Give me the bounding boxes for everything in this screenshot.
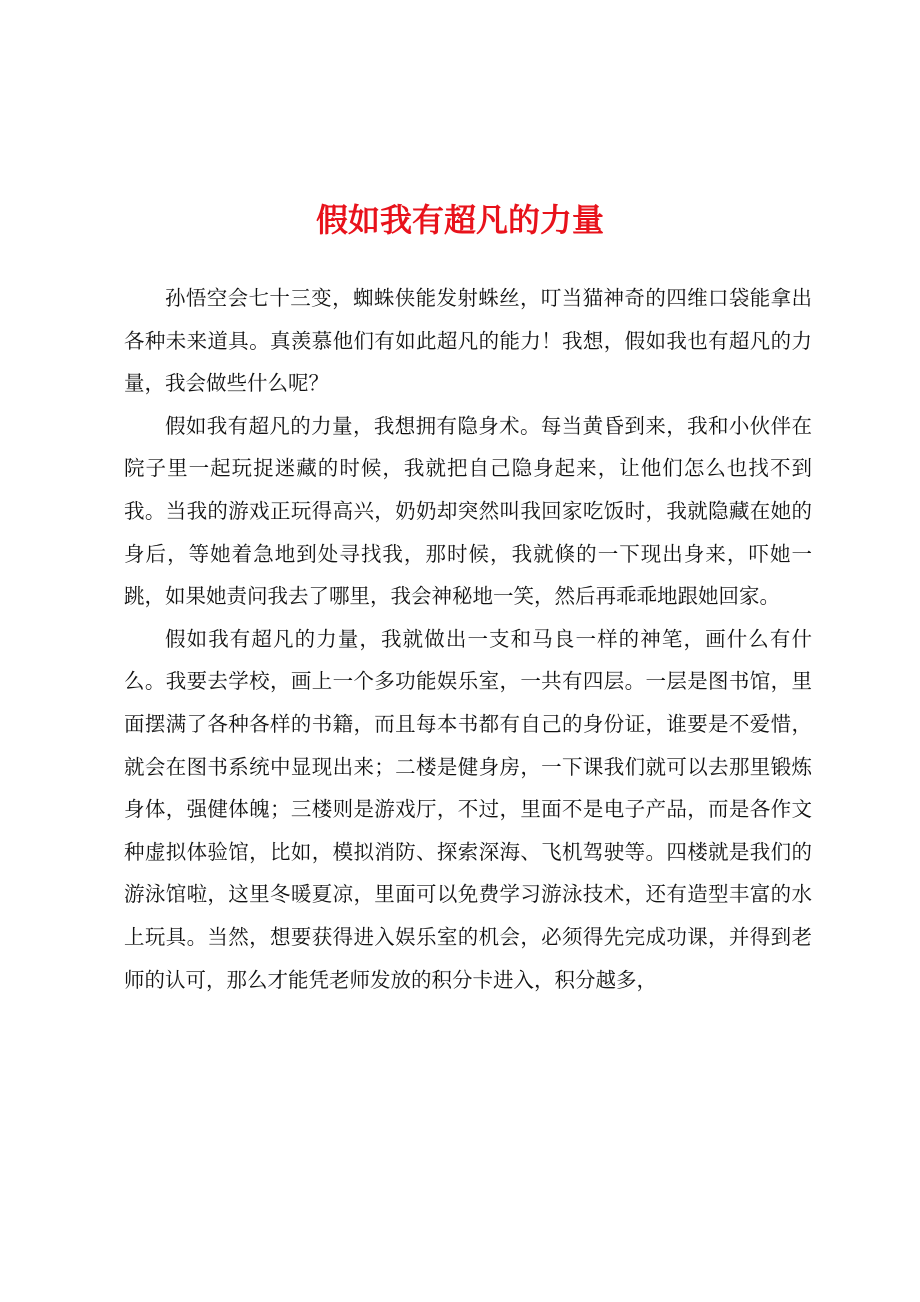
document-title: 假如我有超凡的力量 [315,201,604,239]
document-body [124,277,812,1001]
paragraph-1: 孙悟空会七十三变，蜘蛛侠能发射蛛丝，叮当猫神奇的四维口袋能拿出各种未来道具。真羡慕他们有如此超凡的能力！我想，假如我也有超凡的力量，我会做些什么呢？ [124,286,812,396]
paragraph-3: 假如我有超凡的力量，我就做出一支和马良一样的神笔，画什么有什么。我要去学校，画上一个多功能娱乐室，一共有四层。一层是图书馆，里面摆满了各种各样的书籍，而且每本书都有自己的身份证，谁要是不爱惜，就会在图书系统中显现出来；二楼是健身房，一下课我们就可以去那里锻炼身体，强健体魄；三楼则是游戏厅，不过，里面不是电子产品，而是各作文种虚拟体验馆，比如，模拟消防、探索深海、飞机驾驶等。四楼就是我们的游泳馆啦，这里冬暖夏凉，里面可以免费学习游泳技术，还有造型丰富的水上玩具。当然，想要获得进入娱乐室的机会，必须得先完成功课，并得到老师的认可，那么才能凭老师发放的积分卡进入，积分越多， [124,626,812,992]
paragraph-2: 假如我有超凡的力量，我想拥有隐身术。每当黄昏到来，我和小伙伴在院子里一起玩捉迷藏的时候，我就把自己隐身起来，让他们怎么也找不到我。当我的游戏正玩得高兴，奶奶却突然叫我回家吃饭时，我就隐藏在她的身后，等她着急地到处寻找我，那时候，我就倏的一下现出身来，吓她一跳，如果她责问我去了哪里，我会神秘地一笑，然后再乖乖地跟她回家。 [124,413,812,609]
